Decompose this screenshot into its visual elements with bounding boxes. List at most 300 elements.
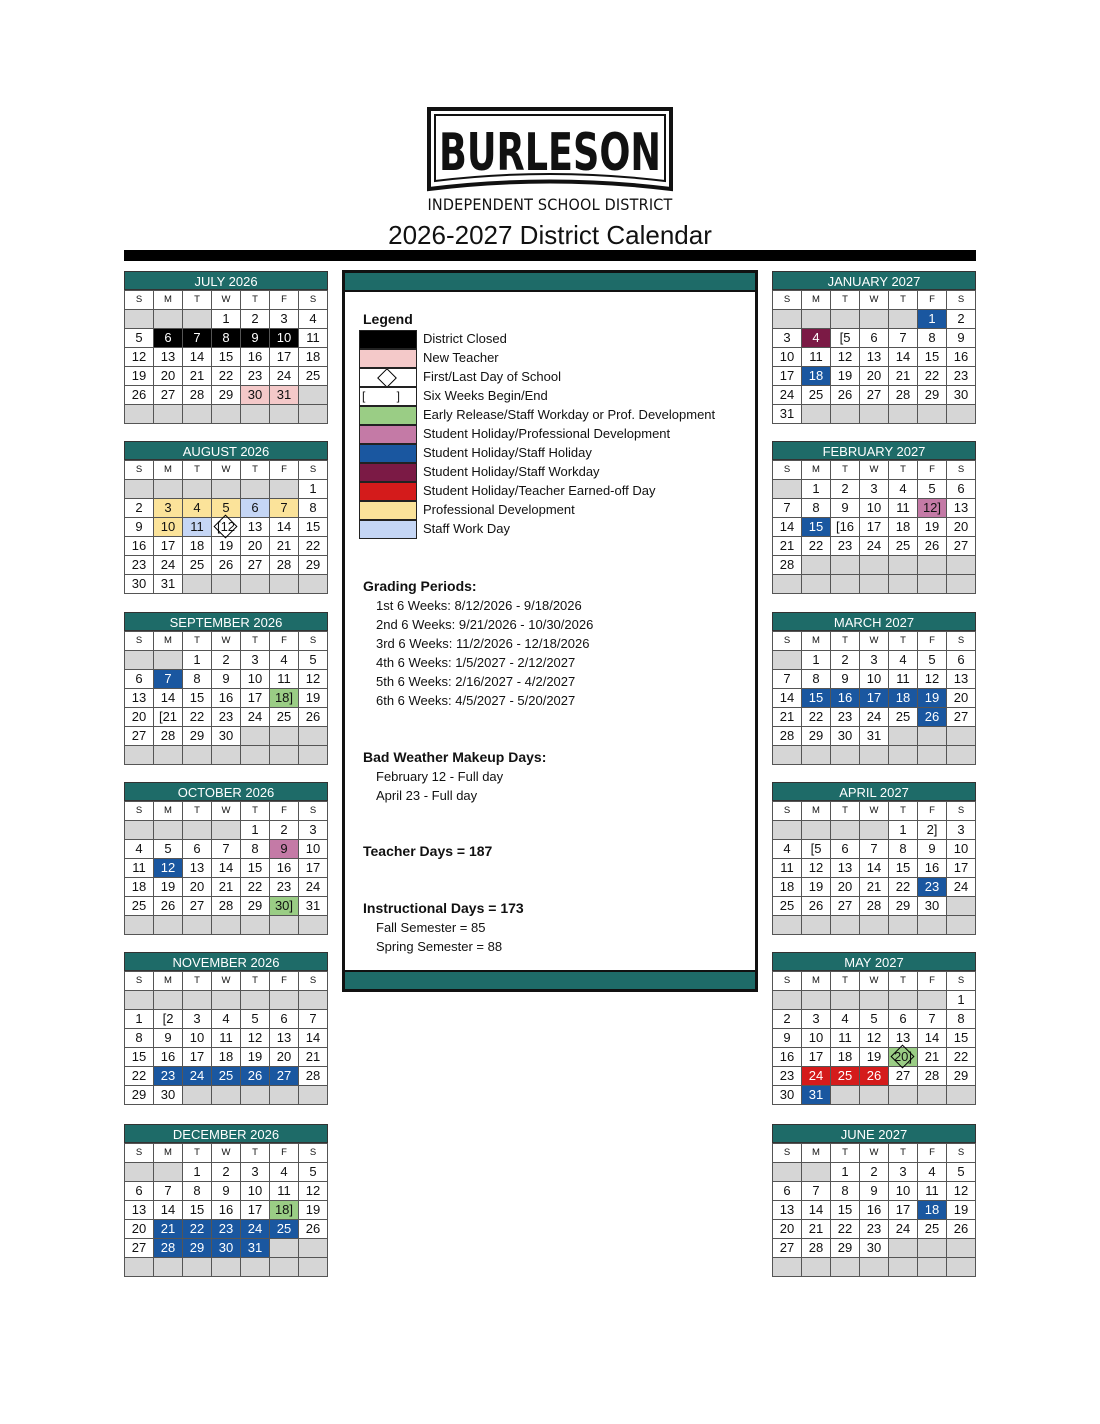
- month-grid: [124, 1143, 328, 1277]
- day-cell: 14: [154, 689, 183, 708]
- day-cell: 15: [125, 1048, 154, 1067]
- day-cell: 8: [802, 670, 831, 689]
- empty-cell: [773, 821, 802, 840]
- week-row: [773, 651, 976, 670]
- day-cell: 16: [860, 1201, 889, 1220]
- day-cell: 5: [918, 480, 947, 499]
- empty-cell: [125, 310, 154, 329]
- day-cell: 27: [241, 556, 270, 575]
- weekday-header: M: [154, 1144, 183, 1163]
- day-cell: 6: [270, 1010, 299, 1029]
- week-row: [125, 1182, 328, 1201]
- day-cell: 26: [299, 708, 328, 727]
- day-cell: 21: [889, 367, 918, 386]
- day-cell: 30: [773, 1086, 802, 1105]
- day-cell: 13: [947, 499, 976, 518]
- day-cell: 14: [299, 1029, 328, 1048]
- empty-cell: [831, 916, 860, 935]
- day-cell: 27: [125, 1239, 154, 1258]
- day-cell: 19: [947, 1201, 976, 1220]
- day-cell: 2: [212, 1163, 241, 1182]
- empty-cell: [947, 1239, 976, 1258]
- empty-cell: [212, 746, 241, 765]
- day-cell: 15: [831, 1201, 860, 1220]
- day-cell: 6: [831, 840, 860, 859]
- day-cell: 15: [212, 348, 241, 367]
- day-cell: 3: [802, 1010, 831, 1029]
- empty-cell: [773, 991, 802, 1010]
- legend-swatch: [359, 501, 417, 520]
- day-cell: 11: [212, 1029, 241, 1048]
- legend-label: Student Holiday/Staff Workday: [423, 464, 600, 479]
- legend-label: Six Weeks Begin/End: [423, 388, 548, 403]
- day-cell: 12: [299, 670, 328, 689]
- empty-cell: [212, 991, 241, 1010]
- day-cell: 11: [889, 499, 918, 518]
- month-title: MARCH 2027: [772, 612, 976, 631]
- day-cell: 22: [918, 367, 947, 386]
- weekday-header: S: [299, 291, 328, 310]
- week-row: [125, 499, 328, 518]
- week-row: [773, 1182, 976, 1201]
- legend-label: New Teacher: [423, 350, 499, 365]
- day-cell: 17: [802, 1048, 831, 1067]
- empty-cell: [947, 556, 976, 575]
- day-cell: 31: [860, 727, 889, 746]
- day-cell: 17: [889, 1201, 918, 1220]
- day-cell: 21: [773, 708, 802, 727]
- day-cell: 12: [831, 348, 860, 367]
- day-cell: 21: [299, 1048, 328, 1067]
- week-row: [125, 1086, 328, 1105]
- month-title: JULY 2026: [124, 271, 328, 290]
- day-cell: 26: [831, 386, 860, 405]
- panel-top-bar: [345, 273, 755, 292]
- legend-label: Staff Work Day: [423, 521, 510, 536]
- weekday-header: S: [947, 972, 976, 991]
- empty-cell: [125, 1258, 154, 1277]
- day-cell: 12: [125, 348, 154, 367]
- weekday-header: T: [831, 632, 860, 651]
- day-cell: 7: [802, 1182, 831, 1201]
- month-grid: [772, 1143, 976, 1277]
- empty-cell: [241, 746, 270, 765]
- week-row: [773, 1220, 976, 1239]
- day-cell: 10: [860, 670, 889, 689]
- grading-line: 4th 6 Weeks: 1/5/2027 - 2/12/2027: [376, 655, 576, 670]
- day-cell: 24: [241, 708, 270, 727]
- empty-cell: [183, 821, 212, 840]
- day-cell: 3: [241, 651, 270, 670]
- week-row: [773, 1048, 976, 1067]
- weekday-header: T: [831, 802, 860, 821]
- empty-cell: [831, 575, 860, 594]
- weekday-header: M: [154, 632, 183, 651]
- month-calendar: [772, 612, 976, 765]
- day-cell: 15: [947, 1029, 976, 1048]
- day-cell: 1: [125, 1010, 154, 1029]
- bracket-icon: [ ]: [361, 389, 414, 403]
- day-cell: 10: [241, 670, 270, 689]
- empty-cell: [299, 746, 328, 765]
- day-cell: 21: [860, 878, 889, 897]
- day-cell: 17: [947, 859, 976, 878]
- day-cell: 10: [802, 1029, 831, 1048]
- weekday-header: W: [212, 1144, 241, 1163]
- day-cell: 11: [270, 670, 299, 689]
- day-cell: 9: [831, 670, 860, 689]
- week-row: [773, 367, 976, 386]
- day-cell: 27: [947, 708, 976, 727]
- weekday-header: S: [947, 461, 976, 480]
- day-cell: 8: [183, 670, 212, 689]
- empty-cell: [860, 1258, 889, 1277]
- day-cell: 24: [154, 556, 183, 575]
- weekday-header: M: [802, 632, 831, 651]
- week-row: [125, 689, 328, 708]
- day-cell: 6: [154, 329, 183, 348]
- weekday-header: S: [773, 802, 802, 821]
- weekday-header: M: [802, 291, 831, 310]
- day-cell: 25: [889, 708, 918, 727]
- empty-cell: [241, 991, 270, 1010]
- week-row: [773, 670, 976, 689]
- day-cell: 27: [773, 1239, 802, 1258]
- empty-cell: [889, 405, 918, 424]
- day-cell: 9: [212, 670, 241, 689]
- weekday-header: S: [299, 461, 328, 480]
- empty-cell: [918, 1086, 947, 1105]
- day-cell: 31: [241, 1239, 270, 1258]
- empty-cell: [270, 916, 299, 935]
- day-cell: 9: [947, 329, 976, 348]
- empty-cell: [241, 727, 270, 746]
- empty-cell: [918, 405, 947, 424]
- day-cell: 8: [125, 1029, 154, 1048]
- empty-cell: [860, 821, 889, 840]
- day-cell: 30: [241, 386, 270, 405]
- day-cell: [2: [154, 1010, 183, 1029]
- empty-cell: [270, 1086, 299, 1105]
- day-cell: 3: [947, 821, 976, 840]
- day-cell: 30: [212, 727, 241, 746]
- legend-panel: [342, 270, 758, 992]
- empty-cell: [773, 480, 802, 499]
- week-row: [773, 386, 976, 405]
- weekday-header: W: [860, 1144, 889, 1163]
- day-cell: 2: [831, 480, 860, 499]
- empty-cell: [860, 746, 889, 765]
- grading-line: 2nd 6 Weeks: 9/21/2026 - 10/30/2026: [376, 617, 594, 632]
- week-row: [125, 1010, 328, 1029]
- day-cell: 29: [831, 1239, 860, 1258]
- empty-cell: [860, 556, 889, 575]
- empty-cell: [299, 1239, 328, 1258]
- day-cell: 4: [831, 1010, 860, 1029]
- day-cell: 22: [183, 708, 212, 727]
- month-grid: [772, 971, 976, 1105]
- day-cell: 5: [947, 1163, 976, 1182]
- week-row: [773, 708, 976, 727]
- day-cell: 3: [154, 499, 183, 518]
- weekday-header: S: [773, 291, 802, 310]
- empty-cell: [831, 991, 860, 1010]
- weekday-header: S: [947, 632, 976, 651]
- day-cell: 25: [802, 386, 831, 405]
- empty-cell: [241, 1258, 270, 1277]
- day-cell: 2: [773, 1010, 802, 1029]
- day-cell: 23: [125, 556, 154, 575]
- day-cell: 27: [154, 386, 183, 405]
- weekday-header: T: [889, 291, 918, 310]
- month-calendar: [772, 441, 976, 594]
- day-cell: 1: [183, 651, 212, 670]
- day-cell: 27: [125, 727, 154, 746]
- empty-cell: [860, 405, 889, 424]
- week-row: [773, 1086, 976, 1105]
- day-cell: 24: [183, 1067, 212, 1086]
- empty-cell: [270, 575, 299, 594]
- day-cell: 14: [802, 1201, 831, 1220]
- day-cell: 29: [183, 1239, 212, 1258]
- empty-cell: [183, 575, 212, 594]
- empty-cell: [154, 1163, 183, 1182]
- day-cell: 15: [889, 859, 918, 878]
- day-cell: 3: [270, 310, 299, 329]
- day-cell: 29: [918, 386, 947, 405]
- legend-swatch: [359, 387, 417, 406]
- day-cell: 29: [802, 727, 831, 746]
- day-cell: 28: [802, 1239, 831, 1258]
- day-cell: 29: [889, 897, 918, 916]
- day-cell: 8: [183, 1182, 212, 1201]
- day-cell: 20: [773, 1220, 802, 1239]
- day-cell: 16: [270, 859, 299, 878]
- week-row: [773, 556, 976, 575]
- weekday-header: S: [773, 461, 802, 480]
- empty-cell: [270, 480, 299, 499]
- day-cell: 2: [125, 499, 154, 518]
- week-row: [125, 1067, 328, 1086]
- day-cell: 28: [299, 1067, 328, 1086]
- day-cell: 18]: [270, 689, 299, 708]
- week-row: [125, 878, 328, 897]
- day-cell: 29: [241, 897, 270, 916]
- panel-bottom-bar: [345, 970, 755, 989]
- day-cell: 7: [183, 329, 212, 348]
- weekday-header: T: [241, 802, 270, 821]
- day-cell: 2]: [918, 821, 947, 840]
- day-cell: 20: [183, 878, 212, 897]
- day-cell: 2: [212, 651, 241, 670]
- day-cell: 20: [947, 689, 976, 708]
- weekday-header: T: [241, 632, 270, 651]
- day-cell: 22: [183, 1220, 212, 1239]
- weekday-header: T: [889, 802, 918, 821]
- weekday-header: T: [889, 632, 918, 651]
- empty-cell: [154, 991, 183, 1010]
- day-cell: 29: [947, 1067, 976, 1086]
- day-cell: 6: [241, 499, 270, 518]
- week-row: [125, 708, 328, 727]
- day-cell: 26: [241, 1067, 270, 1086]
- month-grid: [124, 290, 328, 424]
- day-cell: 18: [889, 518, 918, 537]
- weekday-header: F: [270, 291, 299, 310]
- day-cell: 12: [299, 1182, 328, 1201]
- empty-cell: [889, 1086, 918, 1105]
- weekday-header: F: [918, 632, 947, 651]
- title-divider: [124, 250, 976, 261]
- weekday-header: F: [270, 972, 299, 991]
- day-cell: 27: [831, 897, 860, 916]
- day-cell: 20: [241, 537, 270, 556]
- day-cell: 28: [860, 897, 889, 916]
- day-cell: 4: [889, 480, 918, 499]
- week-row: [125, 348, 328, 367]
- day-cell: 23: [241, 367, 270, 386]
- empty-cell: [860, 310, 889, 329]
- empty-cell: [183, 991, 212, 1010]
- empty-cell: [154, 746, 183, 765]
- day-cell: 1: [183, 1163, 212, 1182]
- day-cell: 17: [241, 689, 270, 708]
- empty-cell: [212, 1086, 241, 1105]
- day-cell: 11: [889, 670, 918, 689]
- day-cell: 10: [241, 1182, 270, 1201]
- day-cell: 3: [860, 651, 889, 670]
- empty-cell: [802, 916, 831, 935]
- day-cell: 31: [270, 386, 299, 405]
- empty-cell: [831, 405, 860, 424]
- week-row: [125, 1239, 328, 1258]
- day-cell: 28: [889, 386, 918, 405]
- day-cell: 16: [773, 1048, 802, 1067]
- day-cell: 13: [831, 859, 860, 878]
- empty-cell: [831, 1258, 860, 1277]
- day-cell: 23: [947, 367, 976, 386]
- day-cell: 31: [299, 897, 328, 916]
- day-cell: 5: [241, 1010, 270, 1029]
- empty-cell: [270, 405, 299, 424]
- day-cell: 13: [889, 1029, 918, 1048]
- day-cell: 4: [270, 651, 299, 670]
- weekday-header: T: [241, 461, 270, 480]
- day-cell: 25: [270, 1220, 299, 1239]
- week-row: [773, 499, 976, 518]
- day-cell: 14: [773, 518, 802, 537]
- day-cell: 23: [831, 708, 860, 727]
- weekday-header: S: [947, 1144, 976, 1163]
- month-calendar: [124, 441, 328, 594]
- day-cell: 18: [889, 689, 918, 708]
- empty-cell: [802, 405, 831, 424]
- day-cell: 15: [183, 689, 212, 708]
- empty-cell: [212, 821, 241, 840]
- empty-cell: [125, 746, 154, 765]
- week-row: [125, 405, 328, 424]
- empty-cell: [183, 916, 212, 935]
- day-cell: 14: [889, 348, 918, 367]
- weekday-header: F: [918, 802, 947, 821]
- day-cell: 18: [212, 1048, 241, 1067]
- week-row: [125, 821, 328, 840]
- day-cell: 17: [860, 518, 889, 537]
- day-cell: 18: [125, 878, 154, 897]
- day-cell: 13: [125, 1201, 154, 1220]
- empty-cell: [831, 746, 860, 765]
- day-cell: 28: [183, 386, 212, 405]
- empty-cell: [270, 1239, 299, 1258]
- day-cell: 11: [270, 1182, 299, 1201]
- day-cell: 25: [918, 1220, 947, 1239]
- day-cell: 18]: [270, 1201, 299, 1220]
- weekday-header: S: [125, 291, 154, 310]
- day-cell: 26: [802, 897, 831, 916]
- day-cell: 1: [831, 1163, 860, 1182]
- day-cell: 24: [270, 367, 299, 386]
- empty-cell: [918, 575, 947, 594]
- weekday-header: T: [241, 1144, 270, 1163]
- weekday-header: S: [299, 972, 328, 991]
- empty-cell: [947, 1258, 976, 1277]
- day-cell: 25: [270, 708, 299, 727]
- day-cell: 23: [860, 1220, 889, 1239]
- day-cell: 27: [183, 897, 212, 916]
- day-cell: 10: [860, 499, 889, 518]
- weekday-header: T: [831, 461, 860, 480]
- weekday-header: T: [183, 1144, 212, 1163]
- day-cell: 21: [154, 1220, 183, 1239]
- week-row: [773, 1029, 976, 1048]
- grading-line: 6th 6 Weeks: 4/5/2027 - 5/20/2027: [376, 693, 576, 708]
- day-cell: 19: [918, 518, 947, 537]
- day-cell: 4: [125, 840, 154, 859]
- week-row: [773, 1258, 976, 1277]
- week-row: [773, 1067, 976, 1086]
- empty-cell: [125, 1163, 154, 1182]
- empty-cell: [125, 480, 154, 499]
- week-row: [773, 1010, 976, 1029]
- empty-cell: [183, 480, 212, 499]
- day-cell: 27: [270, 1067, 299, 1086]
- day-cell: 21: [802, 1220, 831, 1239]
- day-cell: 9: [860, 1182, 889, 1201]
- day-cell: 29: [212, 386, 241, 405]
- weekday-header: F: [270, 802, 299, 821]
- empty-cell: [773, 310, 802, 329]
- empty-cell: [947, 727, 976, 746]
- day-cell: 12: [947, 1182, 976, 1201]
- month-grid: [124, 460, 328, 594]
- empty-cell: [889, 727, 918, 746]
- weekday-header: S: [125, 802, 154, 821]
- day-cell: 16: [154, 1048, 183, 1067]
- empty-cell: [889, 1258, 918, 1277]
- weekday-header: W: [212, 972, 241, 991]
- day-cell: 12: [802, 859, 831, 878]
- day-cell: 25: [889, 537, 918, 556]
- weekday-header: M: [154, 461, 183, 480]
- day-cell: 20: [860, 367, 889, 386]
- day-cell: 14: [860, 859, 889, 878]
- weekday-header: S: [125, 972, 154, 991]
- day-cell: 6: [889, 1010, 918, 1029]
- month-calendar: [124, 952, 328, 1105]
- week-row: [773, 916, 976, 935]
- day-cell: 26: [918, 537, 947, 556]
- day-cell: 7: [212, 840, 241, 859]
